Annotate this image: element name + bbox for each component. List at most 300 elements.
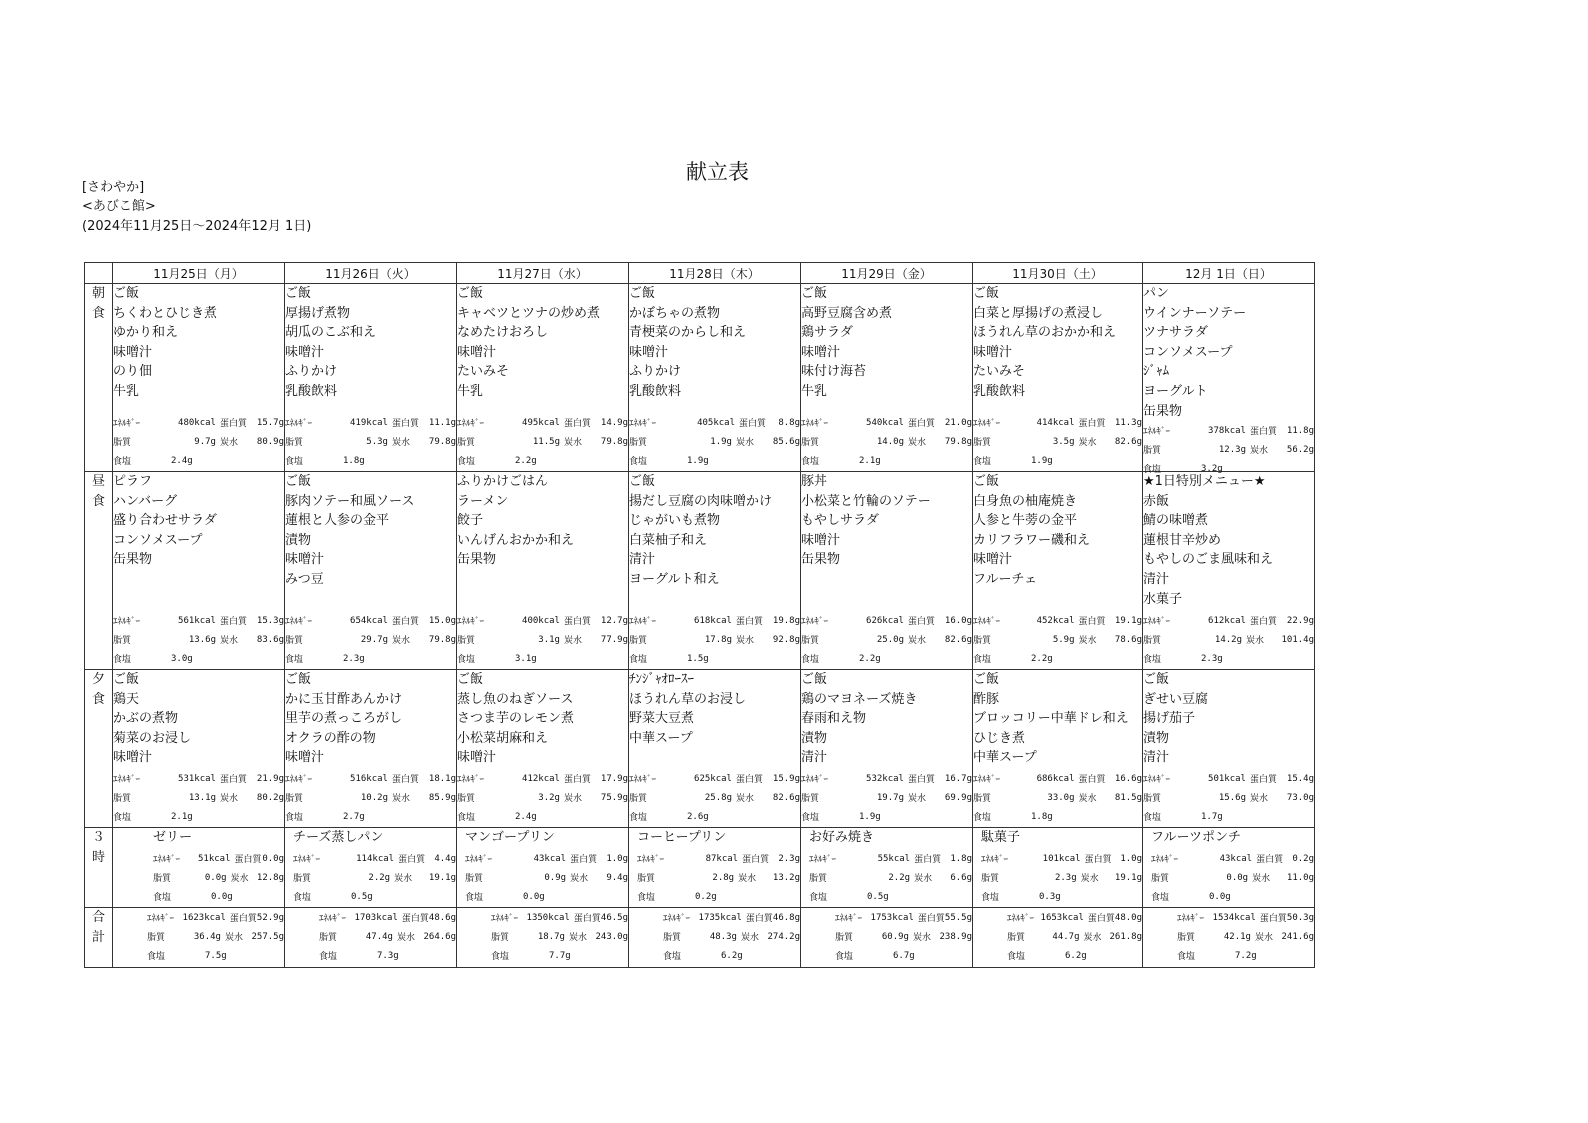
carb-label: 炭水 bbox=[907, 438, 926, 448]
dish-item: 味付け海苔 bbox=[801, 364, 867, 380]
nutrition-row-energy bbox=[629, 611, 800, 630]
carb-value: 81.5g bbox=[1114, 792, 1142, 803]
salt-value: 1.8g bbox=[343, 455, 365, 466]
fat-value: 48.3g bbox=[709, 931, 737, 942]
menu-cell bbox=[457, 828, 629, 908]
nutrition-row-fat bbox=[285, 788, 456, 807]
menu-cell bbox=[113, 908, 285, 968]
dish-list bbox=[973, 670, 1142, 768]
dish-item: 厚揚げ煮物 bbox=[285, 305, 351, 321]
dish-list bbox=[285, 670, 456, 768]
nutrition-info bbox=[981, 849, 1142, 907]
fat-value: 5.3g bbox=[366, 436, 388, 447]
dish-item: オクラの酢の物 bbox=[285, 730, 376, 746]
nutrition-info bbox=[801, 413, 972, 471]
menu-cell bbox=[1143, 908, 1315, 968]
dish-item: ご飯 bbox=[113, 286, 140, 301]
nutrition-row-energy bbox=[973, 413, 1142, 432]
day-header: 11月26日（火） bbox=[285, 263, 457, 284]
dish-item: 酢豚 bbox=[973, 691, 1000, 707]
dish-item: ふりかけ bbox=[285, 364, 338, 380]
energy-value: 412kcal bbox=[522, 773, 560, 784]
fat-value: 60.9g bbox=[881, 931, 909, 942]
carb-value: 82.6g bbox=[1114, 436, 1142, 447]
nutrition-row-fat bbox=[629, 630, 800, 649]
menu-cell bbox=[113, 670, 285, 828]
carb-label: 炭水 bbox=[391, 636, 410, 646]
fat-value: 29.7g bbox=[360, 634, 388, 645]
nutrition-row-salt bbox=[465, 887, 628, 906]
salt-value: 7.3g bbox=[377, 950, 399, 961]
menu-cell bbox=[629, 908, 801, 968]
dish-item: ご飯 bbox=[285, 286, 312, 301]
breakfast-row bbox=[85, 284, 1315, 472]
nutrition-row-salt bbox=[809, 887, 972, 906]
salt-value: 2.3g bbox=[1201, 653, 1223, 664]
protein-value: 12.7g bbox=[600, 615, 628, 626]
carb-label: 炭水 bbox=[1252, 874, 1271, 884]
dish-list bbox=[801, 284, 972, 402]
fat-label: 脂質 bbox=[457, 636, 476, 646]
fat-label: 脂質 bbox=[153, 874, 172, 884]
dish-item: 春雨和え物 bbox=[801, 711, 867, 727]
salt-value: 7.7g bbox=[549, 950, 571, 961]
salt-value: 7.5g bbox=[205, 950, 227, 961]
carb-label: 炭水 bbox=[224, 933, 243, 943]
nutrition-row-salt bbox=[629, 451, 800, 470]
fat-label: 脂質 bbox=[113, 794, 132, 804]
menu-cell bbox=[1143, 828, 1315, 908]
nutrition-info bbox=[809, 849, 972, 907]
protein-label: 蛋白質 bbox=[1259, 914, 1287, 924]
menu-cell bbox=[629, 284, 801, 472]
fat-value: 47.4g bbox=[365, 931, 393, 942]
dish-item: ほうれん草のお浸し bbox=[629, 691, 747, 707]
protein-value: 15.0g bbox=[428, 615, 456, 626]
nutrition-row-energy bbox=[1143, 769, 1314, 788]
day-header: 11月27日（水） bbox=[457, 263, 629, 284]
dish-item: 清汁 bbox=[801, 750, 828, 766]
protein-label: 蛋白質 bbox=[219, 617, 247, 627]
corner-cell bbox=[85, 263, 113, 284]
salt-label: 食塩 bbox=[801, 655, 820, 665]
energy-value: 495kcal bbox=[522, 417, 560, 428]
energy-label: ｴﾈﾙｷﾞｰ bbox=[465, 855, 493, 865]
protein-label: 蛋白質 bbox=[234, 855, 262, 865]
nutrition-row-salt bbox=[1007, 946, 1142, 965]
dish-item: コーヒープリン bbox=[637, 830, 727, 845]
nutrition-row-fat bbox=[1151, 868, 1314, 887]
salt-label: 食塩 bbox=[457, 655, 476, 665]
protein-label: 蛋白質 bbox=[907, 775, 935, 785]
protein-value: 11.8g bbox=[1286, 425, 1314, 436]
dish-list bbox=[1143, 472, 1314, 609]
dish-item: ご飯 bbox=[973, 672, 1000, 687]
carb-value: 11.0g bbox=[1286, 872, 1314, 883]
energy-label: ｴﾈﾙｷﾞｰ bbox=[113, 419, 141, 429]
energy-label: ｴﾈﾙｷﾞｰ bbox=[153, 855, 181, 865]
dish-list bbox=[457, 670, 628, 768]
salt-value: 1.9g bbox=[687, 455, 709, 466]
fat-value: 36.4g bbox=[193, 931, 221, 942]
nutrition-info bbox=[1007, 908, 1142, 966]
energy-label: ｴﾈﾙｷﾞｰ bbox=[285, 617, 313, 627]
menu-cell bbox=[113, 472, 285, 670]
energy-label: ｴﾈﾙｷﾞｰ bbox=[973, 617, 1001, 627]
menu-cell bbox=[973, 828, 1143, 908]
nutrition-row-salt bbox=[1143, 649, 1314, 668]
nutrition-row-energy bbox=[113, 611, 284, 630]
carb-label: 炭水 bbox=[907, 794, 926, 804]
protein-value: 16.0g bbox=[944, 615, 972, 626]
salt-value: 0.2g bbox=[695, 891, 717, 902]
salt-label: 食塩 bbox=[637, 893, 656, 903]
meal-label: 昼 食 bbox=[85, 472, 113, 670]
fat-label: 脂質 bbox=[629, 794, 648, 804]
protein-label: 蛋白質 bbox=[1249, 427, 1277, 438]
nutrition-row-energy bbox=[153, 849, 284, 868]
carb-value: 82.6g bbox=[944, 634, 972, 645]
menu-cell bbox=[973, 908, 1143, 968]
nutrition-row-salt bbox=[293, 887, 456, 906]
dish-item: たいみそ bbox=[973, 364, 1026, 380]
salt-value: 1.5g bbox=[687, 653, 709, 664]
fat-label: 脂質 bbox=[285, 438, 304, 448]
menu-cell bbox=[801, 472, 973, 670]
energy-value: 452kcal bbox=[1036, 615, 1075, 626]
fat-value: 2.2g bbox=[888, 872, 911, 883]
energy-label: ｴﾈﾙｷﾞｰ bbox=[319, 914, 347, 924]
dish-item: 白菜柚子和え bbox=[629, 532, 708, 548]
nutrition-row-fat bbox=[1143, 630, 1314, 649]
nutrition-row-salt bbox=[1177, 946, 1314, 965]
carb-value: 73.0g bbox=[1286, 792, 1314, 803]
nutrition-info bbox=[457, 413, 628, 471]
carb-value: 9.4g bbox=[606, 872, 628, 883]
dish-list bbox=[801, 670, 972, 768]
dish-item: さつま芋のレモン煮 bbox=[457, 711, 575, 727]
dish-item: 餃子 bbox=[457, 513, 484, 529]
menu-body bbox=[85, 284, 1315, 968]
nutrition-row-energy bbox=[801, 611, 972, 630]
protein-value: 0.2g bbox=[1292, 853, 1314, 864]
salt-value: 2.3g bbox=[343, 653, 365, 664]
dish-item: 小松菜胡麻和え bbox=[457, 730, 549, 746]
salt-label: 食塩 bbox=[629, 655, 648, 665]
dish-item: 青梗菜のからし和え bbox=[629, 325, 747, 341]
nutrition-row-energy bbox=[981, 849, 1142, 868]
nutrition-info bbox=[801, 769, 972, 827]
nutrition-info bbox=[457, 611, 628, 669]
nutrition-info bbox=[465, 849, 628, 907]
dish-item: 味噌汁 bbox=[973, 552, 1013, 568]
dish-item: もやしのごま風味和え bbox=[1143, 552, 1274, 568]
energy-value: 51kcal bbox=[198, 853, 231, 864]
protein-label: 蛋白質 bbox=[391, 617, 419, 627]
energy-value: 43kcal bbox=[1219, 853, 1253, 864]
protein-value: 52.9g bbox=[256, 912, 284, 923]
meal-label: 夕 食 bbox=[85, 670, 113, 828]
salt-label: 食塩 bbox=[801, 813, 820, 823]
date-range: (2024年11月25日～2024年12月 1日) bbox=[82, 219, 312, 234]
fat-label: 脂質 bbox=[629, 438, 648, 448]
nutrition-row-energy bbox=[491, 908, 628, 927]
dish-list bbox=[153, 828, 284, 848]
fat-value: 11.5g bbox=[532, 436, 560, 447]
energy-value: 87kcal bbox=[705, 853, 739, 864]
day-header: 11月28日（木） bbox=[629, 263, 801, 284]
carb-value: 264.6g bbox=[423, 931, 456, 942]
dish-item: ハンバーグ bbox=[113, 493, 178, 509]
salt-value: 2.7g bbox=[343, 811, 365, 822]
salt-value: 0.5g bbox=[867, 891, 889, 902]
dish-item: 中華スープ bbox=[629, 730, 693, 746]
salt-value: 2.4g bbox=[171, 455, 193, 466]
salt-value: 2.2g bbox=[859, 653, 881, 664]
salt-label: 食塩 bbox=[973, 813, 992, 823]
dish-item: キャベツとツナの炒め煮 bbox=[457, 305, 601, 321]
nutrition-row-energy bbox=[801, 413, 972, 432]
dish-item: ちくわとひじき煮 bbox=[113, 305, 218, 321]
dish-item: ふりかけ bbox=[629, 364, 682, 380]
dish-item: ご飯 bbox=[629, 474, 656, 489]
dish-item: 漬物 bbox=[285, 532, 312, 548]
salt-value: 2.2g bbox=[515, 455, 537, 466]
carb-label: 炭水 bbox=[219, 636, 238, 646]
meal-label: 合 計 bbox=[85, 908, 113, 968]
dish-item: ご飯 bbox=[1143, 672, 1170, 687]
carb-label: 炭水 bbox=[1080, 874, 1099, 884]
protein-label: 蛋白質 bbox=[401, 914, 429, 924]
fat-label: 脂質 bbox=[1151, 874, 1170, 884]
dish-item: 小松菜と竹輪のソテー bbox=[801, 493, 931, 509]
fat-label: 脂質 bbox=[637, 874, 656, 884]
energy-value: 561kcal bbox=[178, 615, 216, 626]
carb-value: 19.1g bbox=[1114, 872, 1142, 883]
nutrition-row-fat bbox=[113, 432, 284, 451]
fat-value: 15.6g bbox=[1218, 792, 1246, 803]
dish-item: 高野豆腐含め煮 bbox=[801, 305, 893, 321]
fat-value: 17.8g bbox=[704, 634, 732, 645]
salt-value: 3.1g bbox=[515, 653, 537, 664]
fat-value: 13.6g bbox=[188, 634, 216, 645]
dish-item: 水菓子 bbox=[1143, 591, 1183, 607]
dish-item: 揚だし豆腐の肉味噌かけ bbox=[629, 493, 773, 509]
dish-list bbox=[113, 472, 284, 570]
dish-list bbox=[809, 828, 972, 848]
salt-value: 0.5g bbox=[351, 891, 373, 902]
dish-item: 鶏サラダ bbox=[801, 325, 853, 341]
facility-name: [さわやか] bbox=[82, 180, 145, 195]
dish-item: 鶏のマヨネーズ焼き bbox=[801, 691, 918, 707]
energy-label: ｴﾈﾙｷﾞｰ bbox=[147, 914, 175, 924]
carb-value: 101.4g bbox=[1281, 634, 1314, 645]
fat-label: 脂質 bbox=[1143, 794, 1162, 804]
dish-item: 漬物 bbox=[1143, 730, 1170, 746]
protein-label: 蛋白質 bbox=[398, 855, 426, 865]
nutrition-row-fat bbox=[293, 868, 456, 887]
protein-label: 蛋白質 bbox=[391, 775, 419, 785]
menu-cell bbox=[1143, 472, 1315, 670]
carb-value: 83.6g bbox=[256, 634, 284, 645]
dish-item: 清汁 bbox=[629, 552, 656, 568]
salt-label: 食塩 bbox=[981, 893, 1000, 903]
dish-item: ご飯 bbox=[801, 286, 828, 301]
fat-label: 脂質 bbox=[465, 874, 484, 884]
menu-cell bbox=[457, 908, 629, 968]
salt-value: 0.3g bbox=[1039, 891, 1061, 902]
energy-value: 612kcal bbox=[1208, 615, 1246, 626]
dish-item: ほうれん草のおかか和え bbox=[973, 325, 1117, 341]
energy-value: 55kcal bbox=[877, 853, 911, 864]
nutrition-row-fat bbox=[285, 432, 456, 451]
nutrition-row-salt bbox=[973, 451, 1142, 470]
fat-value: 13.1g bbox=[188, 792, 216, 803]
nutrition-row-salt bbox=[113, 451, 284, 470]
nutrition-info bbox=[1143, 421, 1314, 479]
protein-label: 蛋白質 bbox=[1078, 419, 1106, 429]
fat-value: 0.9g bbox=[544, 872, 567, 883]
nutrition-row-fat bbox=[637, 868, 800, 887]
nutrition-row-fat bbox=[973, 432, 1142, 451]
carb-label: 炭水 bbox=[735, 636, 754, 646]
menu-cell bbox=[285, 472, 457, 670]
dish-item: 乳酸飲料 bbox=[973, 383, 1026, 399]
nutrition-row-salt bbox=[1143, 807, 1314, 826]
nutrition-info bbox=[113, 611, 284, 669]
dish-item: パン bbox=[1143, 286, 1170, 301]
fat-label: 脂質 bbox=[319, 933, 338, 943]
carb-label: 炭水 bbox=[735, 794, 754, 804]
dish-list bbox=[629, 670, 800, 748]
carb-label: 炭水 bbox=[230, 874, 249, 884]
dish-item: ピラフ bbox=[113, 474, 153, 489]
dish-item: 味噌汁 bbox=[285, 344, 325, 360]
carb-label: 炭水 bbox=[1083, 933, 1102, 943]
dish-list bbox=[293, 828, 456, 848]
nutrition-row-salt bbox=[457, 807, 628, 826]
fat-value: 19.7g bbox=[876, 792, 904, 803]
energy-label: ｴﾈﾙｷﾞｰ bbox=[1143, 775, 1171, 785]
energy-value: 419kcal bbox=[350, 417, 388, 428]
carb-value: 80.2g bbox=[256, 792, 284, 803]
nutrition-info bbox=[113, 413, 284, 471]
carb-value: 257.5g bbox=[251, 931, 284, 942]
dish-item: なめたけおろし bbox=[457, 325, 549, 341]
fat-value: 0.0g bbox=[1226, 872, 1249, 883]
fat-label: 脂質 bbox=[285, 636, 304, 646]
nutrition-row-energy bbox=[973, 611, 1142, 630]
carb-label: 炭水 bbox=[740, 933, 759, 943]
energy-label: ｴﾈﾙｷﾞｰ bbox=[629, 617, 657, 627]
protein-value: 46.5g bbox=[600, 912, 628, 923]
dish-list bbox=[973, 472, 1142, 590]
protein-value: 15.9g bbox=[772, 773, 800, 784]
nutrition-row-salt bbox=[491, 946, 628, 965]
dish-list bbox=[629, 472, 800, 590]
carb-value: 92.8g bbox=[772, 634, 800, 645]
protein-value: 4.4g bbox=[434, 853, 456, 864]
dish-item: ブロッコリー中華ドレ和え bbox=[973, 711, 1129, 727]
nutrition-row-energy bbox=[113, 413, 284, 432]
dish-item: ご飯 bbox=[457, 286, 484, 301]
dish-item: 野菜大豆煮 bbox=[629, 711, 695, 727]
carb-value: 80.9g bbox=[256, 436, 284, 447]
dish-item: 赤飯 bbox=[1143, 493, 1170, 509]
fat-value: 14.2g bbox=[1214, 634, 1242, 645]
fat-label: 脂質 bbox=[285, 794, 304, 804]
nutrition-row-fat bbox=[801, 630, 972, 649]
nutrition-row-fat bbox=[113, 788, 284, 807]
dish-item: 缶果物 bbox=[1143, 403, 1183, 419]
dish-item: 味噌汁 bbox=[113, 344, 153, 360]
dish-item: ｼﾞｬﾑ bbox=[1143, 364, 1169, 380]
energy-value: 1653kcal bbox=[1040, 912, 1084, 923]
energy-value: 686kcal bbox=[1036, 773, 1075, 784]
day-header: 11月25日（月） bbox=[113, 263, 285, 284]
dish-item: 蒸し魚のねぎソース bbox=[457, 691, 574, 707]
salt-label: 食塩 bbox=[113, 655, 132, 665]
nutrition-info bbox=[637, 849, 800, 907]
fat-label: 脂質 bbox=[491, 933, 510, 943]
salt-label: 食塩 bbox=[113, 813, 132, 823]
protein-label: 蛋白質 bbox=[219, 775, 247, 785]
salt-label: 食塩 bbox=[809, 893, 828, 903]
nutrition-info bbox=[629, 413, 800, 471]
dish-item: コンソメスープ bbox=[1143, 344, 1233, 360]
protein-label: 蛋白質 bbox=[1084, 855, 1112, 865]
nutrition-row-salt bbox=[113, 807, 284, 826]
salt-value: 3.0g bbox=[171, 653, 193, 664]
nutrition-row-fat bbox=[1007, 927, 1142, 946]
fat-value: 2.8g bbox=[712, 872, 735, 883]
energy-value: 1703kcal bbox=[354, 912, 398, 923]
dish-item: じゃがいも煮物 bbox=[629, 513, 721, 529]
nutrition-row-salt bbox=[285, 807, 456, 826]
carb-value: 261.8g bbox=[1109, 931, 1142, 942]
nutrition-info bbox=[285, 769, 456, 827]
nutrition-row-fat bbox=[663, 927, 800, 946]
fat-value: 42.1g bbox=[1223, 931, 1251, 942]
building-name: <あびこ館> bbox=[82, 199, 156, 214]
dish-item: 缶果物 bbox=[457, 552, 497, 568]
salt-value: 6.2g bbox=[721, 950, 743, 961]
protein-label: 蛋白質 bbox=[1078, 617, 1106, 627]
dish-item: 牛乳 bbox=[801, 383, 828, 399]
nutrition-row-energy bbox=[629, 413, 800, 432]
carb-label: 炭水 bbox=[914, 874, 933, 884]
dish-item: 鯖の味噌煮 bbox=[1143, 513, 1209, 529]
carb-label: 炭水 bbox=[1078, 794, 1097, 804]
protein-label: 蛋白質 bbox=[914, 855, 942, 865]
dish-item: ご飯 bbox=[113, 672, 140, 687]
salt-value: 2.2g bbox=[1031, 653, 1053, 664]
nutrition-info bbox=[153, 849, 284, 907]
salt-label: 食塩 bbox=[465, 893, 484, 903]
protein-label: 蛋白質 bbox=[739, 419, 767, 429]
dish-item: 清汁 bbox=[1143, 571, 1170, 587]
energy-label: ｴﾈﾙｷﾞｰ bbox=[113, 617, 141, 627]
nutrition-row-salt bbox=[285, 451, 456, 470]
carb-value: 56.2g bbox=[1286, 444, 1314, 455]
dish-item: フルーチェ bbox=[973, 571, 1038, 587]
dish-item: ラーメン bbox=[457, 493, 509, 509]
carb-label: 炭水 bbox=[391, 794, 410, 804]
nutrition-row-fat bbox=[457, 432, 628, 451]
nutrition-row-salt bbox=[801, 451, 972, 470]
nutrition-info bbox=[457, 769, 628, 827]
menu-cell bbox=[801, 828, 973, 908]
